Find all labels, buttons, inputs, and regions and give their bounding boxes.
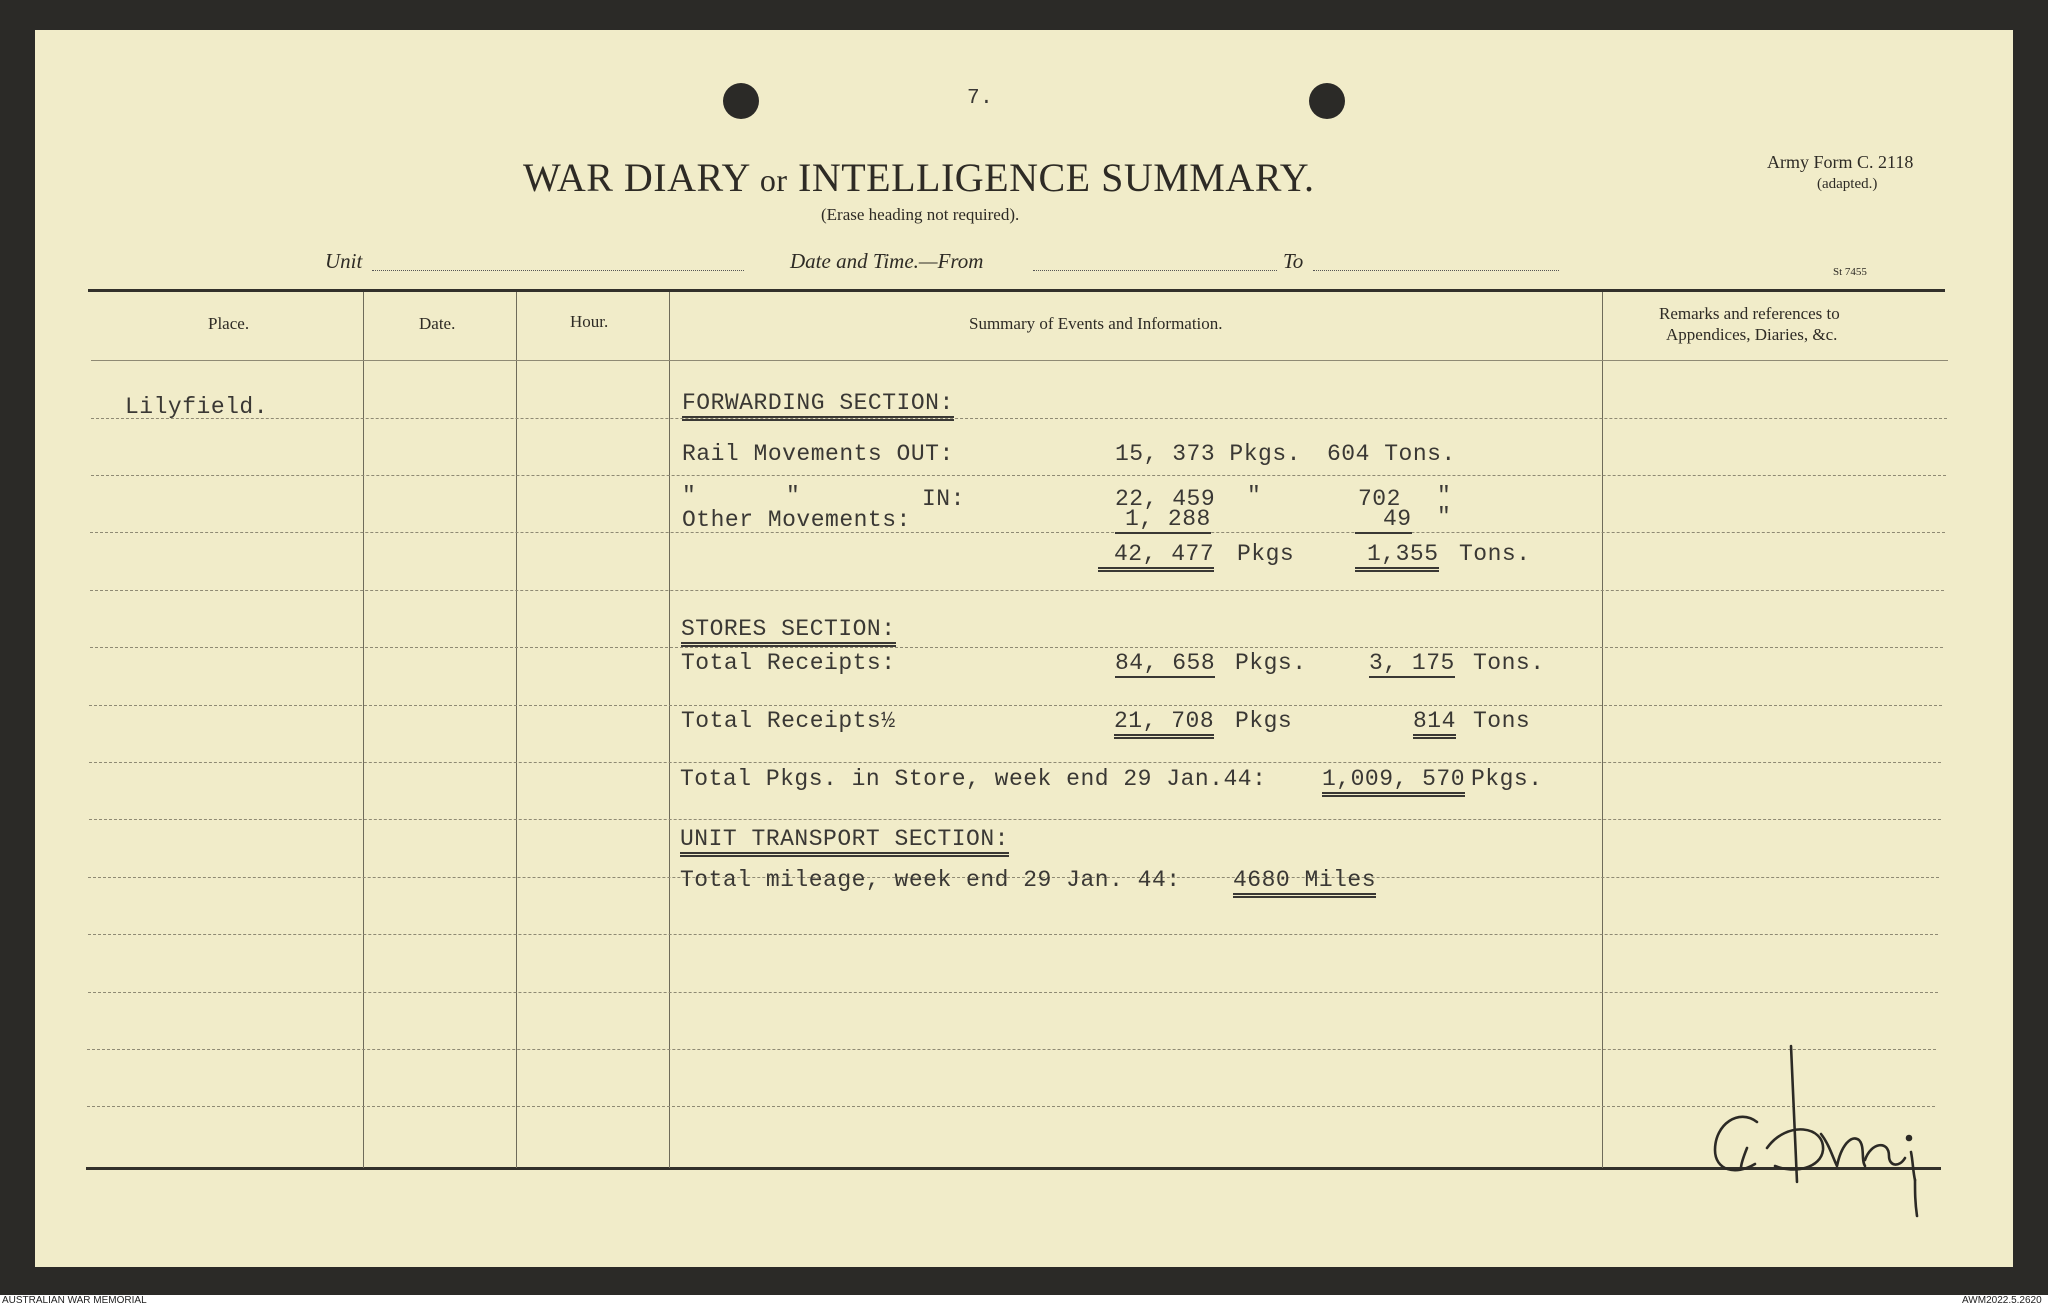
diary-sheet [35,30,2013,1267]
ditto-mark: " [1437,504,1452,530]
row-rule [89,819,1941,820]
row-rule [90,532,1945,533]
row-rule [90,647,1943,648]
column-header-remarks-line2: Appendices, Diaries, &c. [1666,325,1838,344]
transport-section-heading: UNIT TRANSPORT SECTION: [680,826,1009,857]
receipts2-tons-unit: Tons [1473,708,1531,734]
rail-in-pkgs: 22, 459 [1115,486,1216,512]
receipts1-tons: 3, 175 [1369,650,1455,676]
row-rule [91,418,1947,419]
column-header-date: Date. [419,314,456,333]
entry-place: Lilyfield. [125,394,269,420]
title-war-diary: WAR DIARY [523,155,750,200]
punch-hole-left [723,83,759,119]
row-rule [88,934,1938,935]
receipts1-pkgs: 84, 658 [1115,650,1216,676]
to-field [1313,270,1559,271]
title-intelligence-summary: INTELLIGENCE SUMMARY. [798,155,1315,200]
footer-institution: AUSTRALIAN WAR MEMORIAL [2,1295,147,1306]
receipts1-tons-unit: Tons. [1473,650,1545,676]
row-rule [88,992,1938,993]
column-divider-place [363,292,364,1168]
date-from-label: Date and Time.—From [790,249,984,273]
forwarding-section-heading: FORWARDING SECTION: [682,390,954,421]
column-header-place: Place. [208,314,250,333]
in-store-unit: Pkgs. [1471,766,1543,792]
row-rule [87,1049,1936,1050]
unit-field [372,270,744,271]
forwarding-total-tons: 1,355 [1355,541,1439,572]
column-header-remarks-line1: Remarks and references to [1659,304,1840,323]
header-rule [91,360,1948,361]
in-store-label: Total Pkgs. in Store, week end 29 Jan.44: [680,766,1267,792]
to-label: To [1283,249,1304,273]
ditto-mark: " [1247,483,1262,509]
other-movements-tons: 49 [1355,506,1412,534]
row-rule [91,475,1946,476]
stores-section-heading: STORES SECTION: [681,616,896,647]
signature [1701,1042,1941,1222]
in-store-value: 1,009, 570 [1322,766,1465,797]
forwarding-total-pkgs: 42, 477 [1098,541,1214,572]
receipts2-tons: 814 [1413,708,1456,739]
row-rule [89,705,1942,706]
table-bottom-rule [86,1167,1941,1170]
receipts2-label: Total Receipts½ [681,708,896,734]
page-number: 7. [967,87,994,110]
ditto-mark: " [786,483,801,509]
mileage-value: 4680 Miles [1233,867,1376,898]
footer-bar [0,1295,2048,1308]
rail-in-tons: 702 [1358,486,1401,512]
rail-movements-pkgs: 15, 373 Pkgs. [1115,441,1301,467]
other-movements-pkgs: 1, 288 [1115,506,1211,534]
row-rule [89,762,1941,763]
receipts2-pkgs: 21, 708 [1114,708,1214,739]
mileage-label: Total mileage, week end 29 Jan. 44: [680,867,1181,893]
column-header-hour: Hour. [570,312,609,331]
other-movements-label: Other Movements: [682,507,911,533]
title-or: or [759,162,788,198]
row-rule [87,1106,1935,1107]
column-divider-summary [1602,292,1603,1168]
column-divider-hour [669,292,670,1168]
rail-movements-tons: 604 Tons. [1327,441,1456,467]
punch-hole-right [1309,83,1345,119]
forwarding-total-pkgs-unit: Pkgs [1237,541,1295,567]
ditto-mark: " [1437,483,1452,509]
table-top-rule [88,289,1945,292]
form-adapted: (adapted.) [1817,176,1878,192]
column-divider-date [516,292,517,1168]
forwarding-total-tons-unit: Tons. [1459,541,1531,567]
subtitle: (Erase heading not required). [821,205,1020,224]
page-title [523,154,1314,201]
date-from-field [1033,270,1277,271]
stock-number: St 7455 [1833,266,1867,278]
unit-label: Unit [325,249,363,273]
form-reference: Army Form C. 2118 [1767,152,1914,172]
ditto-mark: " [682,483,697,509]
rail-movements-label: Rail Movements OUT: [682,441,954,467]
receipts1-pkgs-unit: Pkgs. [1235,650,1307,676]
footer-accession-number: AWM2022.5.2620 [1962,1295,2042,1306]
column-header-summary: Summary of Events and Information. [969,314,1223,333]
row-rule [90,590,1944,591]
receipts1-label: Total Receipts: [681,650,896,676]
rail-in-label: IN: [922,486,965,512]
receipts2-pkgs-unit: Pkgs [1235,708,1293,734]
